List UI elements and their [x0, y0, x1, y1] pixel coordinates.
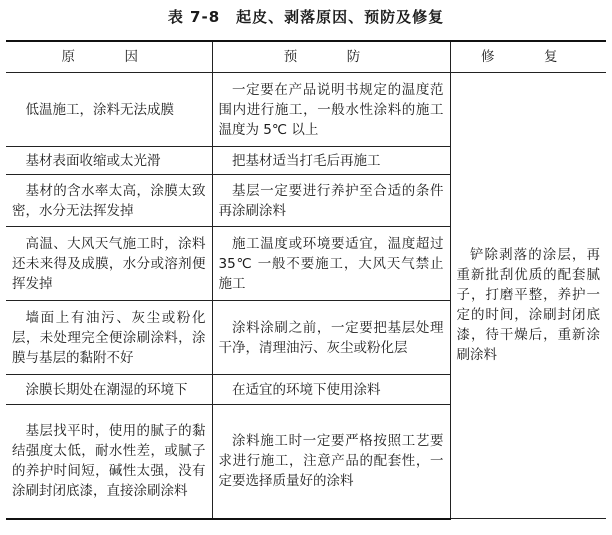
repair-cell: [450, 73, 606, 519]
table-caption: 表 7-8 起皮、剥落原因、预防及修复: [167, 8, 445, 26]
cause-cell: [6, 73, 212, 147]
cause-text: 高温、大风天气施工时，涂料还未来得及成膜，水分或溶剂便挥发掉: [12, 235, 206, 292]
repair-text: 铲除剥落的涂层，再重新批刮优质的配套腻子，打磨平整，养护一定的时间，涂刷封闭底漆，待干燥后，重新涂刷涂料: [456, 246, 600, 363]
prevention-cell: [212, 405, 450, 519]
cause-text: 墙面上有油污、灰尘或粉化层，未处理完全便涂刷涂料，涂膜与基层的黏附不好: [12, 309, 206, 366]
cause-cell: [6, 375, 212, 405]
prevention-cell: [212, 175, 450, 227]
cause-cell: [6, 175, 212, 227]
prevention-text: 在适宜的环境下使用涂料: [232, 381, 381, 398]
header-repair: 修 复: [450, 41, 606, 73]
header-prevention: 预 防: [212, 41, 450, 73]
prevention-cell: [212, 301, 450, 375]
prevention-text: 涂料涂刷之前，一定要把基层处理干净，清理油污、灰尘或粉化层: [218, 319, 444, 356]
cause-text: 基材的含水率太高，涂膜太致密，水分无法挥发掉: [12, 182, 206, 219]
prevention-text: 施工温度或环境要适宜，温度超过 35℃ 一般不要施工，大风天气禁止施工: [218, 235, 444, 292]
cause-text: 涂膜长期处在潮湿的环境下: [25, 381, 188, 398]
table-row: [6, 73, 606, 147]
prevention-text: 涂料施工时一定要严格按照工艺要求进行施工，注意产品的配套性，一定要选择质量好的涂料: [218, 433, 444, 490]
cause-cell: [6, 301, 212, 375]
prevention-text: 基层一定要进行养护至合适的条件再涂刷涂料: [218, 182, 444, 219]
header-cause: 原 因: [6, 41, 212, 73]
cause-cell: [6, 405, 212, 519]
cause-cell: [6, 147, 212, 175]
cause-cell: [6, 227, 212, 301]
prevention-cell: [212, 73, 450, 147]
prevention-cell: [212, 227, 450, 301]
prevention-text: 一定要在产品说明书规定的温度范围内进行施工，一般水性涂料的施工温度为 5℃ 以上: [218, 81, 444, 138]
table-header-row: [6, 41, 606, 73]
cause-text: 基层找平时，使用的腻子的黏结强度太低，耐水性差，或腻子的养护时间短，碱性太强，没有涂刷封闭底漆，直接涂刷涂料: [12, 423, 206, 500]
prevention-text: 把基材适当打毛后再施工: [232, 152, 381, 169]
prevention-cell: [212, 147, 450, 175]
cause-text: 基材表面收缩或太光滑: [25, 152, 161, 169]
prevention-cell: [212, 375, 450, 405]
cause-text: 低温施工，涂料无法成膜: [25, 101, 174, 118]
cause-prevention-repair-table: [6, 40, 606, 520]
